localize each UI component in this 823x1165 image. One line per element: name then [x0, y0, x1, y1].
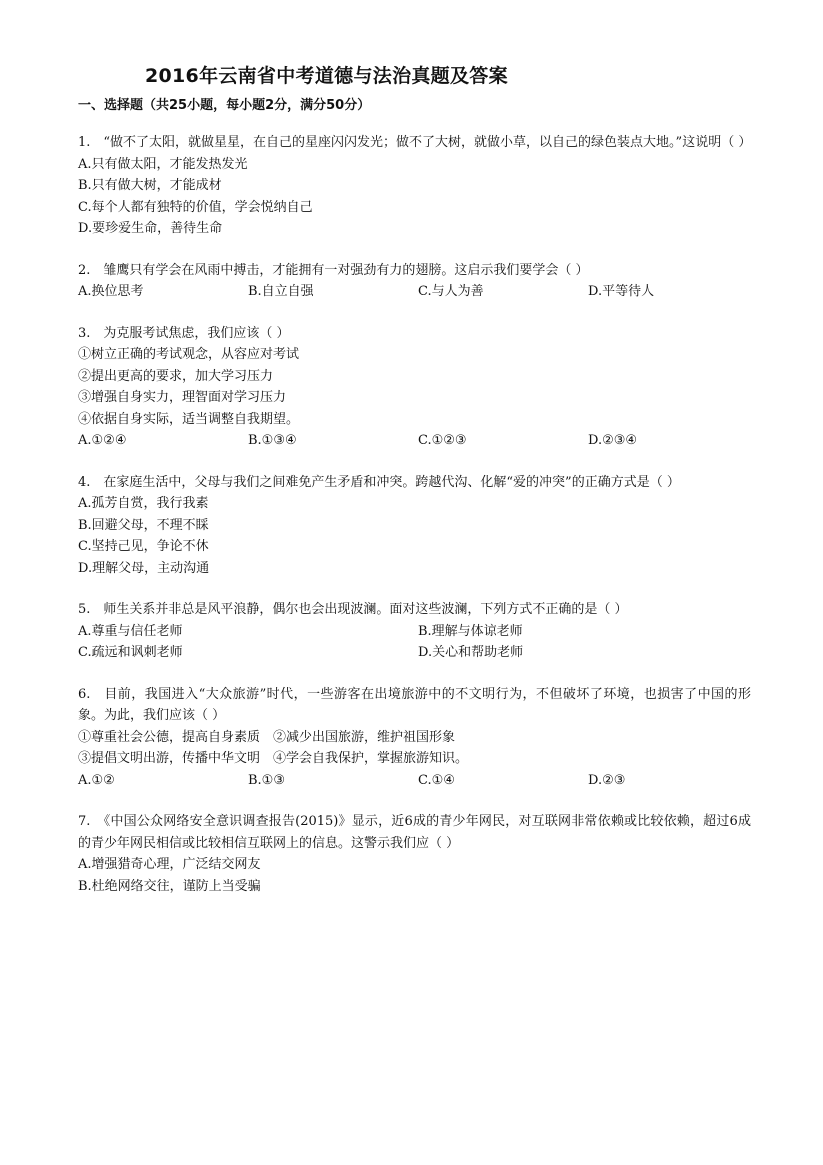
- options-row: [78, 281, 751, 303]
- question-5: [78, 599, 751, 664]
- option-b: B.自立自强: [248, 284, 314, 299]
- option-d: D.平等待人: [588, 284, 655, 299]
- statement-2: ②提出更高的要求，加大学习压力: [78, 368, 274, 384]
- statement-3: ③增强自身实力，理智面对学习压力: [78, 390, 287, 405]
- question-stem: 1. “做不了太阳，就做星星，在自己的星座闪闪发光；做不了大树，就做小草，以自己的绿色装点大地。”这说明（ ）: [78, 135, 752, 150]
- option-b: B.杜绝网络交往，谨防上当受骗: [78, 878, 261, 894]
- option-a: A.①②④: [78, 433, 127, 448]
- option-b: B.①③④: [248, 433, 297, 448]
- question-stem: 3. 为克服考试焦虑，我们应该（ ）: [78, 325, 290, 341]
- option-a: A.①②: [78, 772, 115, 788]
- options-row: [78, 770, 751, 792]
- option-c: C.疏远和讽刺老师: [78, 645, 183, 660]
- statement-line-2: ③提倡文明出游，传播中华文明 ④学会自我保护，掌握旅游知识。: [78, 751, 469, 766]
- section-header: 一、选择题（共25小题，每小题2分，满分50分）: [78, 98, 371, 113]
- option-a: A.只有做太阳，才能发热发光: [78, 156, 248, 172]
- option-d: D.理解父母，主动沟通: [78, 560, 210, 576]
- option-a: A.孤芳自赏，我行我素: [78, 496, 209, 511]
- option-b: B.只有做大树，才能成材: [78, 178, 222, 193]
- option-c: C.每个人都有独特的价值，学会悦纳自己: [78, 199, 313, 215]
- question-7: [78, 811, 751, 897]
- page-title: 2016年云南省中考道德与法治真题及答案: [145, 65, 508, 87]
- option-b: B.①③: [248, 772, 285, 788]
- option-a: A.增强猎奇心理，广泛结交网友: [78, 857, 261, 872]
- statement-line-1: ①尊重社会公德，提高自身素质 ②减少出国旅游，维护祖国形象: [78, 729, 456, 745]
- question-1: [78, 132, 751, 240]
- option-d: D.关心和帮助老师: [418, 645, 524, 660]
- statement-1: ①树立正确的考试观念，从容应对考试: [78, 347, 300, 362]
- question-stem: 2. 雏鹰只有学会在风雨中搏击，才能拥有一对强劲有力的翅膀。这启示我们要学会（ ）: [78, 262, 589, 278]
- option-c: C.①②③: [418, 433, 467, 448]
- question-2: [78, 260, 751, 303]
- option-d: D.②③④: [588, 433, 638, 448]
- question-stem: 5. 师生关系并非总是风平浪静，偶尔也会出现波澜。面对这些波澜，下列方式不正确的是（ ）: [78, 602, 628, 617]
- statement-4: ④依据自身实际，适当调整自我期望。: [78, 411, 300, 427]
- options-grid: [78, 621, 751, 664]
- option-c: C.坚持己见，争论不休: [78, 539, 209, 554]
- option-d: D.要珍爱生命，善待生命: [78, 221, 223, 236]
- option-a: A.换位思考: [78, 284, 144, 299]
- option-b: B.理解与体谅老师: [418, 623, 523, 639]
- option-a: A.尊重与信任老师: [78, 623, 183, 639]
- question-6: [78, 684, 751, 792]
- question-3: [78, 323, 751, 452]
- option-c: C.与人为善: [418, 284, 484, 299]
- question-stem: 4. 在家庭生活中，父母与我们之间难免产生矛盾和冲突。跨越代沟、化解“爱的冲突”的正确方式是（ ）: [78, 474, 680, 490]
- option-b: B.回避父母，不理不睬: [78, 517, 209, 533]
- question-stem: 7. 《中国公众网络安全意识调查报告(2015)》显示，近6成的青少年网民，对互联网非常依赖或比较依赖，超过6成的青少年网民相信或比较相信互联网上的信息。这警示我们应（ ）: [78, 814, 751, 851]
- option-c: C.①④: [418, 772, 455, 788]
- option-d: D.②③: [588, 772, 626, 788]
- question-stem: 6. 目前，我国进入“大众旅游”时代，一些游客在出境旅游中的不文明行为，不但破坏了环境，也损害了中国的形象。为此，我们应该（ ）: [78, 686, 751, 723]
- options-row: [78, 430, 751, 452]
- question-4: [78, 472, 751, 580]
